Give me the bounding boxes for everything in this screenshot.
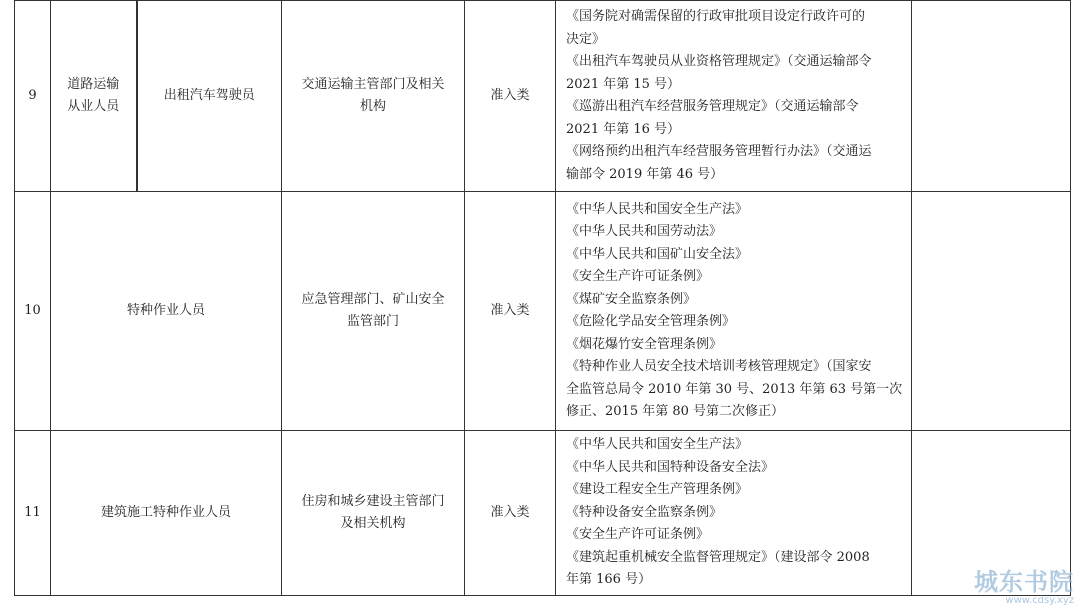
- legal-basis-line: 《中华人民共和国特种设备安全法》: [566, 459, 775, 475]
- legal-basis-line: 年第 166 号）: [566, 572, 652, 588]
- type-cell: 准入类: [465, 431, 556, 596]
- legal-basis-line: 《特种作业人员安全技术培训考核管理规定》（国家安: [566, 359, 872, 374]
- occupation-name: 出租汽车驾驶员: [137, 1, 282, 192]
- department-cell: [282, 431, 465, 596]
- department-cell: [282, 1, 465, 192]
- legal-basis-line: 《国务院对确需保留的行政审批项目设定行政许可的: [566, 9, 866, 24]
- department-line: 机构: [359, 99, 386, 114]
- remarks-cell: [912, 192, 1071, 431]
- occupation-name: 建筑施工特种作业人员: [51, 431, 282, 596]
- legal-basis-line: 《建设工程安全生产管理条例》: [566, 482, 749, 498]
- row-number: 11: [15, 431, 51, 596]
- remarks-cell: [912, 1, 1071, 192]
- legal-basis-cell: [556, 431, 912, 596]
- table-row: [15, 1, 1071, 192]
- legal-basis-line: 2021 年第 16 号）: [566, 121, 681, 137]
- department-line: 住房和城乡建设主管部门: [301, 493, 445, 509]
- department-cell: [282, 192, 465, 431]
- category-line: 从业人员: [67, 99, 120, 114]
- legal-basis-line: 《安全生产许可证条例》: [566, 527, 710, 543]
- type-cell: 准入类: [465, 192, 556, 431]
- table-row: [15, 192, 1071, 431]
- legal-basis-line: 《安全生产许可证条例》: [566, 269, 710, 284]
- category-cell: [51, 1, 137, 192]
- legal-basis-line: 全监管总局令 2010 年第 30 号、2013 年第 63 号第一次: [566, 381, 903, 397]
- department-line: 应急管理部门、矿山安全: [301, 291, 445, 307]
- legal-basis-line: 《中华人民共和国矿山安全法》: [566, 246, 749, 262]
- legal-basis-line: 《网络预约出租汽车经营服务管理暂行办法》（交通运: [566, 144, 872, 159]
- legal-basis-line: 《中华人民共和国安全生产法》: [566, 437, 749, 453]
- row-number: 9: [15, 1, 51, 192]
- department-line: 监管部门: [346, 314, 399, 329]
- legal-basis-line: 《中华人民共和国劳动法》: [566, 224, 723, 239]
- legal-basis-line: 《出租汽车驾驶员从业资格管理规定》（交通运输部令: [566, 54, 872, 69]
- legal-basis-line: 《煤矿安全监察条例》: [566, 291, 697, 307]
- legal-basis-cell: [556, 1, 912, 192]
- watermark-logo-text: 城东书院: [974, 568, 1074, 596]
- legal-basis-line: 《建筑起重机械安全监督管理规定》（建设部令 2008: [566, 549, 870, 565]
- qualification-table: [14, 0, 1071, 596]
- table-row: [15, 431, 1071, 596]
- occupation-name: 特种作业人员: [51, 192, 282, 431]
- watermark-url: www.cdsy.xyz: [1005, 595, 1074, 606]
- legal-basis-cell: [556, 192, 912, 431]
- row-number: 10: [15, 192, 51, 431]
- legal-basis-line: 《特种设备安全监察条例》: [566, 504, 723, 520]
- legal-basis-line: 《危险化学品安全管理条例》: [566, 314, 736, 329]
- legal-basis-line: 输部令 2019 年第 46 号）: [566, 166, 724, 182]
- legal-basis-line: 《中华人民共和国安全生产法》: [566, 201, 749, 217]
- category-line: 道路运输: [67, 76, 120, 92]
- legal-basis-line: 《烟花爆竹安全管理条例》: [566, 336, 723, 352]
- legal-basis-line: 《巡游出租汽车经营服务管理规定》（交通运输部令: [566, 99, 859, 114]
- legal-basis-line: 决定》: [566, 31, 606, 47]
- department-line: 交通运输主管部门及相关: [301, 76, 445, 92]
- legal-basis-line: 2021 年第 15 号）: [566, 76, 681, 92]
- remarks-cell: [912, 431, 1071, 596]
- department-line: 及相关机构: [340, 516, 406, 531]
- type-cell: 准入类: [465, 1, 556, 192]
- legal-basis-line: 修正、2015 年第 80 号第二次修正）: [566, 404, 785, 419]
